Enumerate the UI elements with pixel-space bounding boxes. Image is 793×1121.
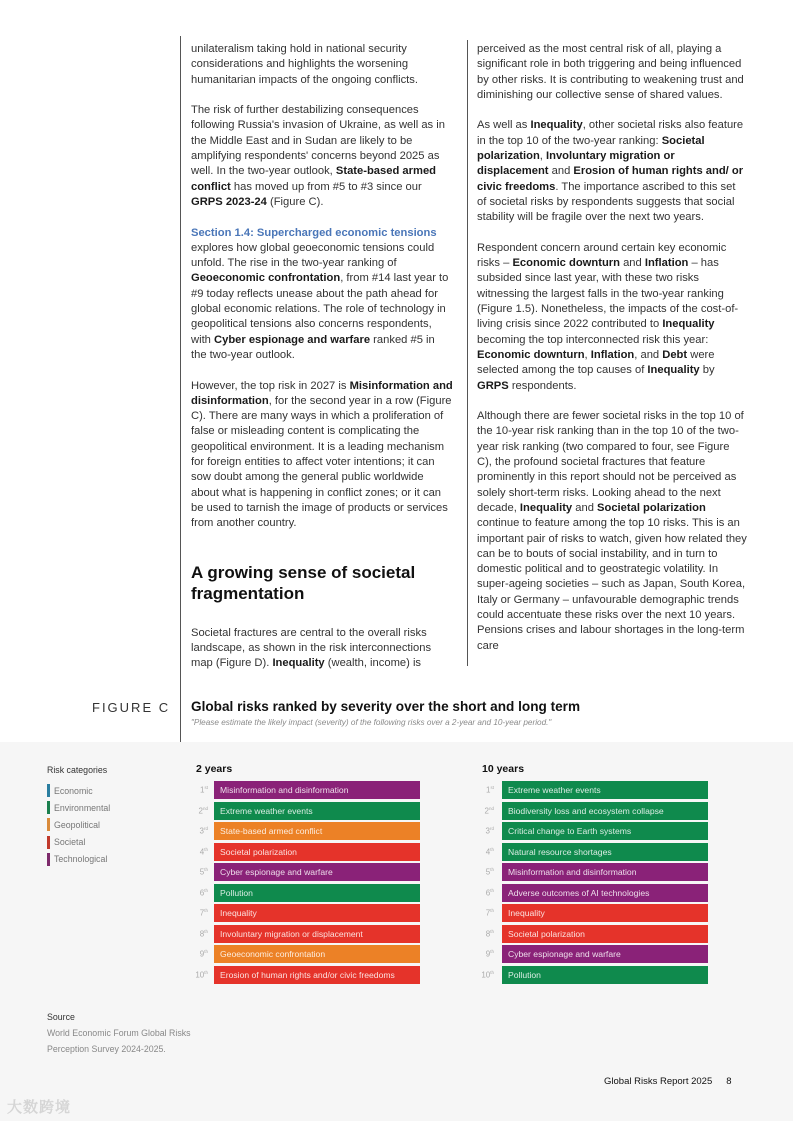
paragraph: However, the top risk in 2027 is Misinformation and disinformation, for the second year in a row (Figure C). There are many ways in which a proliferation of false or misleading content is complicating the geopolitical environment. It is a leading mechanism for foreign entities to affect voter intentions; it can sow doubt among the general public worldwide about what is happening in conflict zones; or it can be used to tarnish the image of products or services from another country. <box>191 379 453 530</box>
figure-title: Global risks ranked by severity over the short and long term <box>191 699 581 714</box>
risk-bar: Adverse outcomes of AI technologies <box>502 884 708 902</box>
ranking-header: 10 years <box>482 763 525 775</box>
risk-bar: Cyber espionage and warfare <box>214 863 420 881</box>
paragraph: Respondent concern around certain key economic risks – Economic downturn and Inflation – has subsided since last year, with these two risks witnessing the largest falls in the two-year ranking (Figure 1.5). Nonetheless, the impacts of the cost-of-living crisis since 2022 contributed to Inequality becoming the top interconnected risk this year: Economic downturn, Inflation, and Debt were selected among the top causes of Inequality by GRPS respondents. <box>477 241 739 392</box>
legend-item <box>47 816 110 833</box>
rank-row <box>482 801 664 822</box>
legend-label: Environmental <box>54 802 111 813</box>
rank-row <box>196 862 333 883</box>
legend-swatch <box>47 853 50 866</box>
paragraph: As well as Inequality, other societal risks also feature in the top 10 of the two-year ranking: Societal polarization, Involuntary migration or displacement and Erosion of human rights and/ or civic freedoms. The importance ascribed to this set of societal risks by respondents suggests that social stability will be fragile over the next two years. <box>477 119 744 224</box>
risk-bar: Extreme weather events <box>502 781 708 799</box>
rank-row <box>482 944 621 965</box>
paragraph: Although there are fewer societal risks in the top 10 of the 10-year risk ranking than in the top 10 of the two-year risk ranking (two compared to four, see Figure C), the profound societal fractures that feature prominently in this report should not be perceived as solely short-term risks. Looking ahead to the next decade, Inequality and Societal polarization continue to feature among the top 10 risks. This is an important pair of risks to watch, given how related they can be to bouts of social instability, and in turn to domestic political and to geostrategic volatility. In super-ageing societies – such as Japan, South Korea, Italy or Germany – unfavourable demographic trends could accentuate these risks over the next 10 years. Pensions crises and labour shortages in the long-term care <box>477 410 747 652</box>
rank-number: 8th <box>199 928 208 939</box>
section-heading: A growing sense of societal fragmentation <box>191 562 416 603</box>
rank-number: 9th <box>485 949 494 960</box>
rank-row <box>195 965 395 986</box>
figure-label: FIGURE C <box>92 700 171 715</box>
legend-label: Technological <box>54 854 108 865</box>
legend-swatch <box>47 801 50 814</box>
body-column-right <box>477 42 747 669</box>
rank-row <box>482 821 632 842</box>
legend-swatch <box>47 818 50 831</box>
rank-number: 6th <box>485 887 494 898</box>
rank-number: 3rd <box>199 826 208 837</box>
risk-bar: Societal polarization <box>502 925 708 943</box>
paragraph: Section 1.4: Supercharged economic tensions explores how global geoeconomic tensions could unfold. The rise in the two-year ranking of Geoeconomic confrontation, from #14 last year to #9 today reflects unease about the path ahead for global economic relations. The role of technology in geopolitical tensions also concerns respondents, with Cyber espionage and warfare ranked #5 in the two-year outlook. <box>191 226 449 361</box>
rank-number: 2nd <box>484 805 494 816</box>
risk-bar: Misinformation and disinformation <box>502 863 708 881</box>
rank-row <box>482 883 650 904</box>
rank-row <box>482 903 545 924</box>
legend-item <box>47 782 110 799</box>
legend-swatch <box>47 784 50 797</box>
rank-row <box>481 965 541 986</box>
rank-number: 4th <box>199 846 208 857</box>
figure-subtitle: "Please estimate the likely impact (severity) of the following risks over a 2-year and 10-year period." <box>191 718 552 727</box>
rank-number: 8th <box>485 928 494 939</box>
risk-bar: Misinformation and disinformation <box>214 781 420 799</box>
source-label: Source <box>47 1012 75 1022</box>
legend-item <box>47 799 110 816</box>
column-divider <box>467 40 468 666</box>
ranking-2-years <box>195 763 395 985</box>
risk-bar: Cyber espionage and warfare <box>502 945 708 963</box>
paragraph: The risk of further destabilizing consequences following Russia's invasion of Ukraine, as well as in the Middle East and in Sudan are likely to be amplifying respondents' concerns beyond 2025 as well. In the two-year outlook, State-based armed conflict has moved up from #5 to #3 since our GRPS 2023-24 (Figure C). <box>191 104 445 208</box>
rank-number: 5th <box>485 867 494 878</box>
legend-label: Societal <box>54 837 86 848</box>
rank-number: 7th <box>485 908 494 919</box>
risk-bar: State-based armed conflict <box>214 822 420 840</box>
risk-bar: Pollution <box>502 966 708 984</box>
rank-number: 10th <box>481 969 494 980</box>
legend <box>47 765 110 868</box>
ranking-header: 2 years <box>196 763 233 775</box>
rank-row <box>196 821 323 842</box>
rank-row <box>482 924 585 945</box>
paragraph: unilateralism taking hold in national security considerations and highlights the worsening humanitarian impacts of the ongoing conflicts. <box>191 43 418 86</box>
legend-item <box>47 834 110 851</box>
risk-bar: Critical change to Earth systems <box>502 822 708 840</box>
paragraph: Societal fractures are central to the overall risks landscape, as shown in the risk interconnections map (Figure D). Inequality (wealth, income) is <box>191 626 432 670</box>
rank-number: 1st <box>200 785 208 796</box>
risk-bar: Geoeconomic confrontation <box>214 945 420 963</box>
watermark-logo: 大数跨境 <box>7 1099 72 1116</box>
rank-row <box>196 944 326 965</box>
risk-bar: Societal polarization <box>214 843 420 861</box>
rank-number: 1st <box>486 785 494 796</box>
risk-bar: Inequality <box>214 904 420 922</box>
rank-number: 6th <box>199 887 208 898</box>
page-number: 8 <box>726 1076 732 1087</box>
rank-row <box>196 903 257 924</box>
section-link[interactable]: Section 1.4: Supercharged economic tensions <box>191 226 437 239</box>
rank-row <box>482 842 612 863</box>
risk-bar: Inequality <box>502 904 708 922</box>
legend-swatch <box>47 836 50 849</box>
risk-bar: Pollution <box>214 884 420 902</box>
rank-number: 4th <box>485 846 494 857</box>
body-column-left <box>191 42 453 687</box>
source-note <box>47 1009 191 1057</box>
rank-row <box>482 780 601 801</box>
rank-row <box>482 862 637 883</box>
legend-item <box>47 851 110 868</box>
rank-row <box>196 883 253 904</box>
rank-row <box>196 801 313 822</box>
rank-number: 9th <box>199 949 208 960</box>
legend-label: Economic <box>54 785 93 796</box>
rank-number: 7th <box>199 908 208 919</box>
page-footer <box>604 1076 732 1087</box>
rank-number: 2nd <box>198 805 208 816</box>
left-margin-rule <box>180 36 181 742</box>
risk-bar: Natural resource shortages <box>502 843 708 861</box>
rank-number: 10th <box>195 969 208 980</box>
report-title: Global Risks Report 2025 <box>604 1076 713 1087</box>
risk-bar: Erosion of human rights and/or civic freedoms <box>214 966 420 984</box>
rank-row <box>196 924 363 945</box>
rank-row <box>196 842 297 863</box>
source-text: Perception Survey 2024-2025. <box>47 1044 166 1054</box>
risk-bar: Involuntary migration or displacement <box>214 925 420 943</box>
source-text: World Economic Forum Global Risks <box>47 1028 191 1038</box>
rank-number: 3rd <box>485 826 494 837</box>
paragraph: perceived as the most central risk of all, playing a significant role in both triggering and being influenced by other risks. It is contributing to weakening trust and diminishing our collective sense of shared values. <box>477 43 744 101</box>
risk-bar: Biodiversity loss and ecosystem collapse <box>502 802 708 820</box>
rank-row <box>196 780 349 801</box>
legend-title: Risk categories <box>47 765 108 775</box>
rank-number: 5th <box>199 867 208 878</box>
legend-label: Geopolitical <box>54 819 100 830</box>
risk-bar: Extreme weather events <box>214 802 420 820</box>
ranking-10-years <box>481 763 664 985</box>
